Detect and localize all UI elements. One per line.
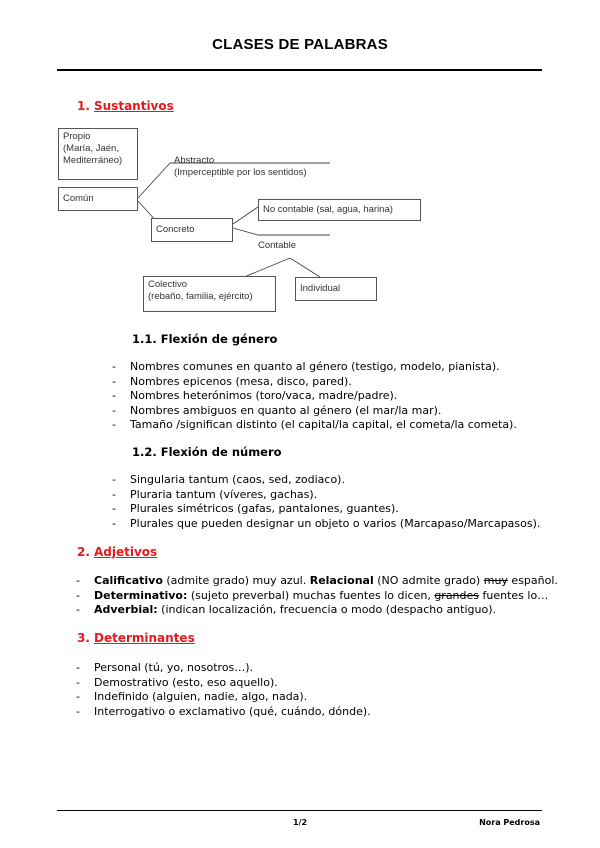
determinativo-label: Determinativo: xyxy=(94,588,188,602)
section-label: Adjetivos xyxy=(94,545,158,559)
list-item-text: Tamaño /significan distinto (el capital/la capital, el cometa/la cometa). xyxy=(130,418,517,431)
no-contable-label: No contable (sal, agua, harina) xyxy=(263,204,393,215)
relacional-label: Relacional xyxy=(309,574,374,587)
calificativo-text: (admite grado) muy azul. xyxy=(162,574,310,587)
list-item-text: Demostrativo (esto, eso aquello). xyxy=(94,675,278,689)
box-concreto xyxy=(151,218,233,242)
list-item xyxy=(112,487,540,503)
author-name: Nora Pedrosa xyxy=(479,818,540,827)
adverbial-text: (indican localización, frecuencia o modo (despacho antiguo). xyxy=(157,603,496,616)
line-concreto-nocontable xyxy=(233,207,258,224)
list-item-text: Nombres epicenos (mesa, disco, pared). xyxy=(130,374,352,388)
list-item xyxy=(76,574,558,589)
list-item-text: Nombres heterónimos (toro/vaca, madre/padre). xyxy=(130,389,398,402)
relacional-strikethrough: muy xyxy=(483,574,508,587)
bullet-dash: - xyxy=(76,574,80,587)
list-item xyxy=(112,374,517,390)
colectivo-line2: (rebaño, familia, ejército) xyxy=(148,291,253,302)
section-number: 1. xyxy=(77,99,90,113)
list-item-text: Pluraria tantum (víveres, gachas). xyxy=(130,487,318,501)
list-item-text: Indefinido (alguien, nadie, algo, nada). xyxy=(94,690,308,703)
individual-label: Individual xyxy=(300,283,341,294)
list-item xyxy=(112,516,541,532)
list-item xyxy=(112,389,517,404)
subheading-flexion-genero: 1.1. Flexión de género xyxy=(132,332,278,346)
bullet-dash: - xyxy=(112,502,116,515)
abstracto-line2: (Imperceptible por los sentidos) xyxy=(174,167,307,178)
relacional-end: español. xyxy=(507,574,558,587)
section-label: Sustantivos xyxy=(94,99,174,113)
list-item-text: Nombres comunes en quanto al género (testigo, modelo, pianista). xyxy=(130,360,500,373)
propio-line2: (María, Jaén, xyxy=(63,143,119,154)
concreto-label: Concreto xyxy=(156,224,195,235)
abstracto-line1: Abstracto xyxy=(174,155,215,166)
list-item-text: Plurales simétricos (gafas, pantalones, guantes). xyxy=(130,502,399,515)
bottom-rule xyxy=(57,810,542,811)
bullet-dash: - xyxy=(112,360,116,373)
bullet-dash: - xyxy=(112,516,116,530)
bullet-dash: - xyxy=(76,690,80,703)
list-item xyxy=(76,661,371,676)
section-number: 3. xyxy=(77,631,90,645)
line-concreto-contable xyxy=(233,228,258,235)
relacional-text: (NO admite grado) xyxy=(373,574,484,587)
bullet-dash: - xyxy=(112,473,116,486)
bullet-dash: - xyxy=(112,374,116,388)
list-item-text: Personal (tú, yo, nosotros…). xyxy=(94,661,254,674)
list-item-text: Nombres ambiguos en quanto al género (el mar/la mar). xyxy=(130,403,442,417)
colectivo-line1: Colectivo xyxy=(148,279,188,290)
section-label: Determinantes xyxy=(94,631,195,645)
list-item xyxy=(112,403,517,419)
list-item xyxy=(112,360,517,375)
list-item xyxy=(112,418,517,433)
page-title: CLASES DE PALABRAS xyxy=(212,36,388,53)
section-heading-determinantes xyxy=(77,631,195,645)
list-item xyxy=(76,704,371,720)
box-propio xyxy=(58,128,138,180)
section-number: 2. xyxy=(77,545,90,559)
comun-label: Común xyxy=(63,193,94,204)
list-item-text: Plurales que pueden designar un objeto o varios (Marcapaso/Marcapasos). xyxy=(130,516,541,530)
bullet-dash: - xyxy=(112,418,116,431)
bullet-dash: - xyxy=(76,603,80,616)
box-comun xyxy=(58,187,138,211)
bullet-dash: - xyxy=(76,588,80,602)
section-heading-adjetivos xyxy=(77,545,157,559)
list-determinantes xyxy=(76,661,371,719)
determinativo-text: (sujeto preverbal) muchas fuentes lo dicen, xyxy=(187,588,435,602)
list-flexion-genero xyxy=(112,360,517,433)
list-item xyxy=(76,675,371,691)
subheading-flexion-numero: 1.2. Flexión de número xyxy=(132,445,282,459)
list-item xyxy=(76,690,371,705)
box-individual xyxy=(295,277,377,301)
list-item xyxy=(76,603,558,618)
abstracto-text xyxy=(174,155,307,179)
bullet-dash: - xyxy=(112,487,116,501)
bullet-dash: - xyxy=(112,403,116,417)
determinativo-end: fuentes lo… xyxy=(479,588,549,602)
adverbial-label: Adverbial: xyxy=(94,603,158,616)
bullet-dash: - xyxy=(76,661,80,674)
list-item-text: Singularia tantum (caos, sed, zodiaco). xyxy=(130,473,345,486)
bullet-dash: - xyxy=(76,675,80,689)
list-item-text: Interrogativo o exclamativo (qué, cuándo, dónde). xyxy=(94,704,371,718)
box-no-contable xyxy=(258,199,421,221)
box-colectivo xyxy=(143,276,276,312)
list-adjetivos xyxy=(76,574,558,618)
line-comun-abstracto xyxy=(138,163,170,198)
propio-line1: Propio xyxy=(63,131,91,142)
list-item xyxy=(76,588,558,604)
propio-line3: Mediterráneo) xyxy=(63,155,123,166)
list-item xyxy=(112,502,540,517)
page-number: 1/2 xyxy=(292,818,308,827)
determinativo-strikethrough: grandes xyxy=(434,588,480,602)
bullet-dash: - xyxy=(112,389,116,402)
bullet-dash: - xyxy=(76,704,80,718)
calificativo-label: Calificativo xyxy=(94,574,163,587)
contable-label: Contable xyxy=(258,240,297,251)
list-item xyxy=(112,473,540,488)
line-contable-individual xyxy=(290,258,320,277)
list-flexion-numero xyxy=(112,473,541,531)
